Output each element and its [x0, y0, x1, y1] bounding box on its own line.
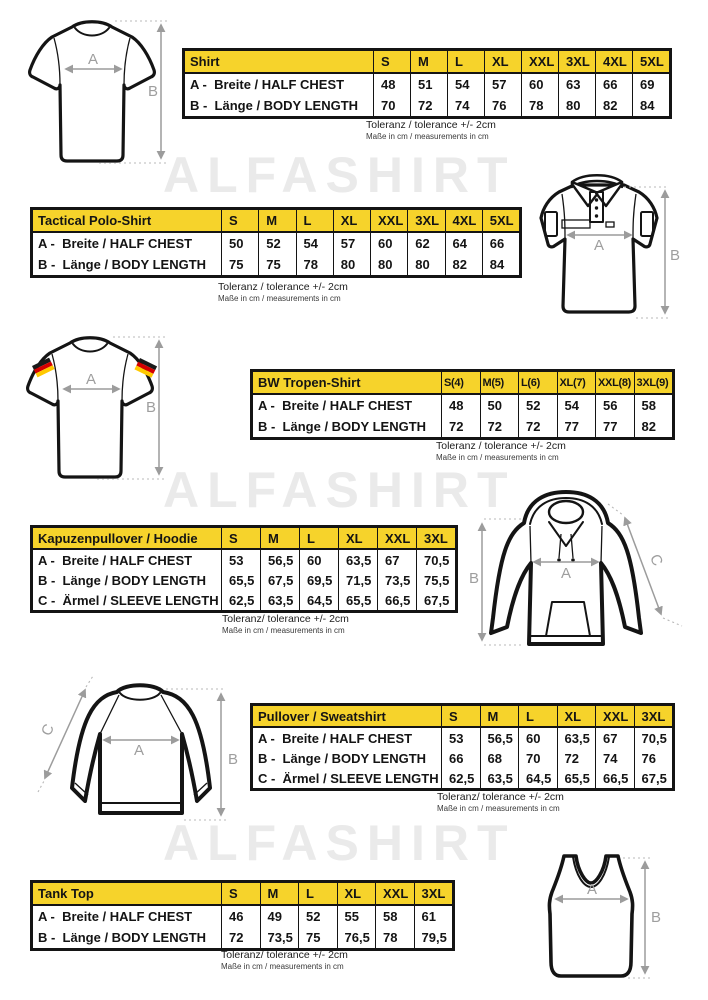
- tolerance-note: [437, 791, 564, 813]
- measurement-value: 78: [296, 254, 333, 275]
- measurement-value: 53: [221, 550, 260, 570]
- size-column-header: 5XL: [482, 210, 519, 231]
- table-header-row: [185, 51, 669, 74]
- table-title: Shirt: [190, 54, 220, 69]
- measurement-row: [33, 233, 519, 254]
- size-column-header: M: [480, 706, 519, 726]
- measurement-row: [33, 590, 455, 610]
- measurement-value: 72: [480, 416, 519, 437]
- size-column-header: 3XL: [416, 528, 455, 548]
- measurement-value: 76: [634, 748, 673, 768]
- measurement-value: 61: [414, 906, 453, 927]
- measurement-row: [185, 74, 669, 95]
- table-title: Tank Top: [38, 886, 94, 901]
- measurement-value: 56: [595, 395, 634, 416]
- measurement-value: 54: [447, 74, 484, 95]
- measurement-value: 80: [370, 254, 407, 275]
- measurement-value: 54: [557, 395, 596, 416]
- tshirt-drawing: [20, 16, 178, 182]
- measurement-value: 75: [298, 927, 337, 948]
- measurement-value: 52: [518, 395, 557, 416]
- dimension-label-c: C: [646, 551, 667, 569]
- measurement-value: 82: [634, 416, 673, 437]
- measurement-row: [253, 416, 672, 437]
- table-header-row: [253, 372, 672, 395]
- measurement-value: 74: [447, 95, 484, 116]
- size-column-header: L(6): [518, 372, 557, 393]
- measurement-value: 69,5: [299, 570, 338, 590]
- dimension-label-b: B: [228, 751, 239, 768]
- measurement-row-label: B - Länge / BODY LENGTH: [38, 930, 207, 945]
- dimension-label-c: C: [37, 721, 58, 739]
- alfashirt-watermark: ALFASHIRT: [163, 815, 516, 871]
- size-column-header: M: [258, 210, 295, 231]
- units-line: Maße in cm / measurements in cm: [366, 131, 489, 141]
- size-column-header: S: [221, 883, 260, 904]
- size-column-header: L: [296, 210, 333, 231]
- measurement-value: 60: [521, 74, 558, 95]
- measurement-value: 56,5: [480, 728, 519, 748]
- measurement-value: 58: [634, 395, 673, 416]
- size-column-header: L: [299, 528, 338, 548]
- tolerance-line: Toleranz / tolerance +/- 2cm: [366, 119, 496, 131]
- measurement-value: 75,5: [416, 570, 455, 590]
- measurement-value: 70: [518, 748, 557, 768]
- measurement-row: [185, 95, 669, 116]
- measurement-value: 72: [518, 416, 557, 437]
- size-column-header: L: [447, 51, 484, 72]
- size-column-header: XXL: [521, 51, 558, 72]
- tank-top-drawing: [528, 852, 704, 1000]
- measurement-row-label: A - Breite / HALF CHEST: [258, 730, 413, 746]
- measurement-value: 48: [441, 395, 480, 416]
- size-column-header: 4XL: [595, 51, 632, 72]
- measurement-value: 60: [370, 233, 407, 254]
- alfashirt-watermark: ALFASHIRT: [163, 147, 516, 203]
- table-header-row: [33, 528, 455, 550]
- size-column-header: XXL: [375, 883, 414, 904]
- measurement-value: 80: [333, 254, 370, 275]
- measurement-value: 62: [407, 233, 444, 254]
- tolerance-line: Toleranz/ tolerance +/- 2cm: [437, 791, 564, 803]
- measurement-row-label: C - Ärmel / SLEEVE LENGTH: [38, 592, 219, 608]
- measurement-row: [33, 254, 519, 275]
- tolerance-note: [366, 119, 496, 141]
- button: [595, 214, 598, 217]
- sweatshirt-size-table: [250, 703, 675, 791]
- measurement-value: 64: [445, 233, 482, 254]
- size-column-header: 3XL: [634, 706, 673, 726]
- size-column-header: M: [410, 51, 447, 72]
- measurement-value: 78: [375, 927, 414, 948]
- measurement-row-label: A - Breite / HALF CHEST: [258, 398, 413, 413]
- measurement-value: 56,5: [260, 550, 299, 570]
- tolerance-line: Toleranz / tolerance +/- 2cm: [436, 440, 566, 452]
- dimension-label-a: A: [87, 51, 99, 68]
- garment-outline: [28, 338, 153, 477]
- size-column-header: XL: [333, 210, 370, 231]
- units-line: Maße in cm / measurements in cm: [437, 803, 560, 813]
- measurement-value: 58: [375, 906, 414, 927]
- tolerance-note: [436, 440, 566, 462]
- tolerance-note: [218, 281, 348, 303]
- units-line: Maße in cm / measurements in cm: [222, 625, 345, 635]
- table-title: Pullover / Sweatshirt: [258, 708, 386, 724]
- measurement-value: 72: [221, 927, 260, 948]
- bw-tropen-shirt-drawing: [18, 332, 176, 498]
- measurement-row-label: A - Breite / HALF CHEST: [38, 552, 193, 568]
- units-line: Maße in cm / measurements in cm: [436, 452, 559, 462]
- measurement-row-label: B - Länge / BODY LENGTH: [38, 572, 207, 588]
- measurement-value: 51: [410, 74, 447, 95]
- measurement-value: 46: [221, 906, 260, 927]
- size-column-header: XXL(8): [595, 372, 634, 393]
- measurement-value: 82: [445, 254, 482, 275]
- measurement-value: 65,5: [557, 768, 596, 788]
- measurement-value: 54: [296, 233, 333, 254]
- measurement-row-label: B - Länge / BODY LENGTH: [190, 98, 359, 113]
- button: [595, 206, 598, 209]
- measurement-row: [33, 550, 455, 570]
- measurement-value: 75: [258, 254, 295, 275]
- measurement-value: 72: [410, 95, 447, 116]
- tolerance-note: [221, 949, 348, 971]
- measurement-value: 73,5: [260, 927, 299, 948]
- measurement-value: 48: [373, 74, 410, 95]
- measurement-value: 66: [482, 233, 519, 254]
- measurement-value: 73,5: [377, 570, 416, 590]
- measurement-value: 55: [337, 906, 376, 927]
- measurement-value: 80: [407, 254, 444, 275]
- size-column-header: S: [441, 706, 480, 726]
- measurement-value: 63: [558, 74, 595, 95]
- table-header-row: [33, 210, 519, 233]
- measurement-row: [33, 927, 452, 948]
- size-column-header: S: [221, 528, 260, 548]
- measurement-row: [33, 906, 452, 927]
- measurement-value: 77: [557, 416, 596, 437]
- size-column-header: XL: [338, 528, 377, 548]
- measurement-value: 67,5: [416, 590, 455, 610]
- measurement-row: [253, 395, 672, 416]
- table-title: BW Tropen-Shirt: [258, 375, 361, 390]
- measurement-value: 66,5: [377, 590, 416, 610]
- measurement-value: 68: [480, 748, 519, 768]
- table-header-row: [33, 883, 452, 906]
- measurement-value: 50: [480, 395, 519, 416]
- measurement-value: 80: [558, 95, 595, 116]
- dimension-label-a: A: [85, 371, 97, 388]
- size-column-header: S: [221, 210, 258, 231]
- polo-shirt-drawing: [532, 166, 704, 324]
- measurement-value: 78: [521, 95, 558, 116]
- measurement-value: 49: [260, 906, 299, 927]
- measurement-value: 69: [632, 74, 669, 95]
- size-column-header: 5XL: [632, 51, 669, 72]
- button: [595, 198, 598, 201]
- measurement-value: 67: [377, 550, 416, 570]
- tolerance-line: Toleranz/ tolerance +/- 2cm: [221, 949, 348, 961]
- measurement-value: 84: [482, 254, 519, 275]
- measurement-row-label: B - Länge / BODY LENGTH: [258, 750, 427, 766]
- measurement-value: 77: [595, 416, 634, 437]
- size-column-header: M: [260, 528, 299, 548]
- measurement-value: 76,5: [337, 927, 376, 948]
- dimension-label-a: A: [560, 565, 572, 582]
- measurement-value: 76: [484, 95, 521, 116]
- measurement-value: 52: [258, 233, 295, 254]
- measurement-row: [253, 728, 672, 748]
- table-title: Tactical Polo-Shirt: [38, 213, 152, 228]
- size-column-header: 3XL: [558, 51, 595, 72]
- measurement-value: 84: [632, 95, 669, 116]
- measurement-row-label: B - Länge / BODY LENGTH: [258, 419, 427, 434]
- measurement-value: 64,5: [299, 590, 338, 610]
- measurement-value: 72: [557, 748, 596, 768]
- measurement-value: 62,5: [441, 768, 480, 788]
- measurement-value: 82: [595, 95, 632, 116]
- table-title: Kapuzenpullover / Hoodie: [38, 530, 198, 546]
- measurement-value: 67,5: [634, 768, 673, 788]
- measurement-value: 60: [299, 550, 338, 570]
- table-header-row: [253, 706, 672, 728]
- bw-tropen-shirt-size-table: [250, 369, 675, 440]
- dimension-label-a: A: [586, 881, 598, 898]
- measurement-row: [253, 748, 672, 768]
- measurement-value: 75: [221, 254, 258, 275]
- measurement-value: 67,5: [260, 570, 299, 590]
- measurement-value: 66: [595, 74, 632, 95]
- dimension-label-b: B: [468, 570, 480, 587]
- dimension-label-b: B: [147, 83, 158, 100]
- measurement-value: 50: [221, 233, 258, 254]
- measurement-value: 60: [518, 728, 557, 748]
- measurement-value: 70: [373, 95, 410, 116]
- garment-outline: [549, 856, 632, 976]
- measurement-row-label: C - Ärmel / SLEEVE LENGTH: [258, 770, 439, 786]
- measurement-value: 63,5: [557, 728, 596, 748]
- measurement-value: 52: [298, 906, 337, 927]
- shirt-size-table: [182, 48, 672, 119]
- measurement-value: 67: [595, 728, 634, 748]
- units-line: Maße in cm / measurements in cm: [221, 961, 344, 971]
- measurement-value: 63,5: [480, 768, 519, 788]
- size-column-header: XXL: [595, 706, 634, 726]
- measurement-row: [253, 768, 672, 788]
- size-column-header: 3XL(9): [634, 372, 673, 393]
- measurement-row-label: A - Breite / HALF CHEST: [38, 236, 193, 251]
- size-column-header: XXL: [377, 528, 416, 548]
- measurement-value: 65,5: [221, 570, 260, 590]
- dimension-label-a: A: [133, 742, 145, 759]
- alfashirt-watermark: ALFASHIRT: [163, 462, 516, 518]
- measurement-row-label: A - Breite / HALF CHEST: [38, 909, 193, 924]
- measurement-value: 70,5: [416, 550, 455, 570]
- sweatshirt-drawing: [16, 672, 254, 846]
- measurement-value: 63,5: [338, 550, 377, 570]
- tolerance-note: [222, 613, 349, 635]
- measurement-row: [33, 570, 455, 590]
- measurement-value: 57: [484, 74, 521, 95]
- size-column-header: 3XL: [414, 883, 453, 904]
- size-column-header: XXL: [370, 210, 407, 231]
- dimension-label-b: B: [670, 247, 681, 264]
- size-column-header: L: [298, 883, 337, 904]
- measurement-value: 72: [441, 416, 480, 437]
- size-column-header: XL: [557, 706, 596, 726]
- hoodie-drawing: [462, 488, 706, 662]
- tolerance-line: Toleranz/ tolerance +/- 2cm: [222, 613, 349, 625]
- measurement-value: 57: [333, 233, 370, 254]
- measurement-row-label: A - Breite / HALF CHEST: [190, 77, 345, 92]
- measurement-value: 79,5: [414, 927, 453, 948]
- dimension-label-b: B: [651, 909, 662, 926]
- dimension-label-b: B: [145, 399, 156, 416]
- size-column-header: 3XL: [407, 210, 444, 231]
- size-column-header: XL: [484, 51, 521, 72]
- size-column-header: M: [260, 883, 299, 904]
- tank-top-size-table: [30, 880, 455, 951]
- measurement-value: 65,5: [338, 590, 377, 610]
- measurement-value: 62,5: [221, 590, 260, 610]
- measurement-value: 70,5: [634, 728, 673, 748]
- dimension-label-a: A: [593, 237, 605, 254]
- measurement-value: 66: [441, 748, 480, 768]
- measurement-value: 66,5: [595, 768, 634, 788]
- tolerance-line: Toleranz / tolerance +/- 2cm: [218, 281, 348, 293]
- measurement-value: 53: [441, 728, 480, 748]
- garment-outline: [30, 22, 155, 161]
- size-column-header: 4XL: [445, 210, 482, 231]
- size-column-header: M(5): [480, 372, 519, 393]
- size-column-header: XL: [337, 883, 376, 904]
- tactical-polo-size-table: [30, 207, 522, 278]
- measurement-value: 64,5: [518, 768, 557, 788]
- units-line: Maße in cm / measurements in cm: [218, 293, 341, 303]
- measurement-row-label: B - Länge / BODY LENGTH: [38, 257, 207, 272]
- size-column-header: S: [373, 51, 410, 72]
- measurement-value: 74: [595, 748, 634, 768]
- size-column-header: L: [518, 706, 557, 726]
- measurement-value: 63,5: [260, 590, 299, 610]
- hoodie-size-table: [30, 525, 458, 613]
- measurement-value: 71,5: [338, 570, 377, 590]
- size-column-header: XL(7): [557, 372, 596, 393]
- size-column-header: S(4): [441, 372, 480, 393]
